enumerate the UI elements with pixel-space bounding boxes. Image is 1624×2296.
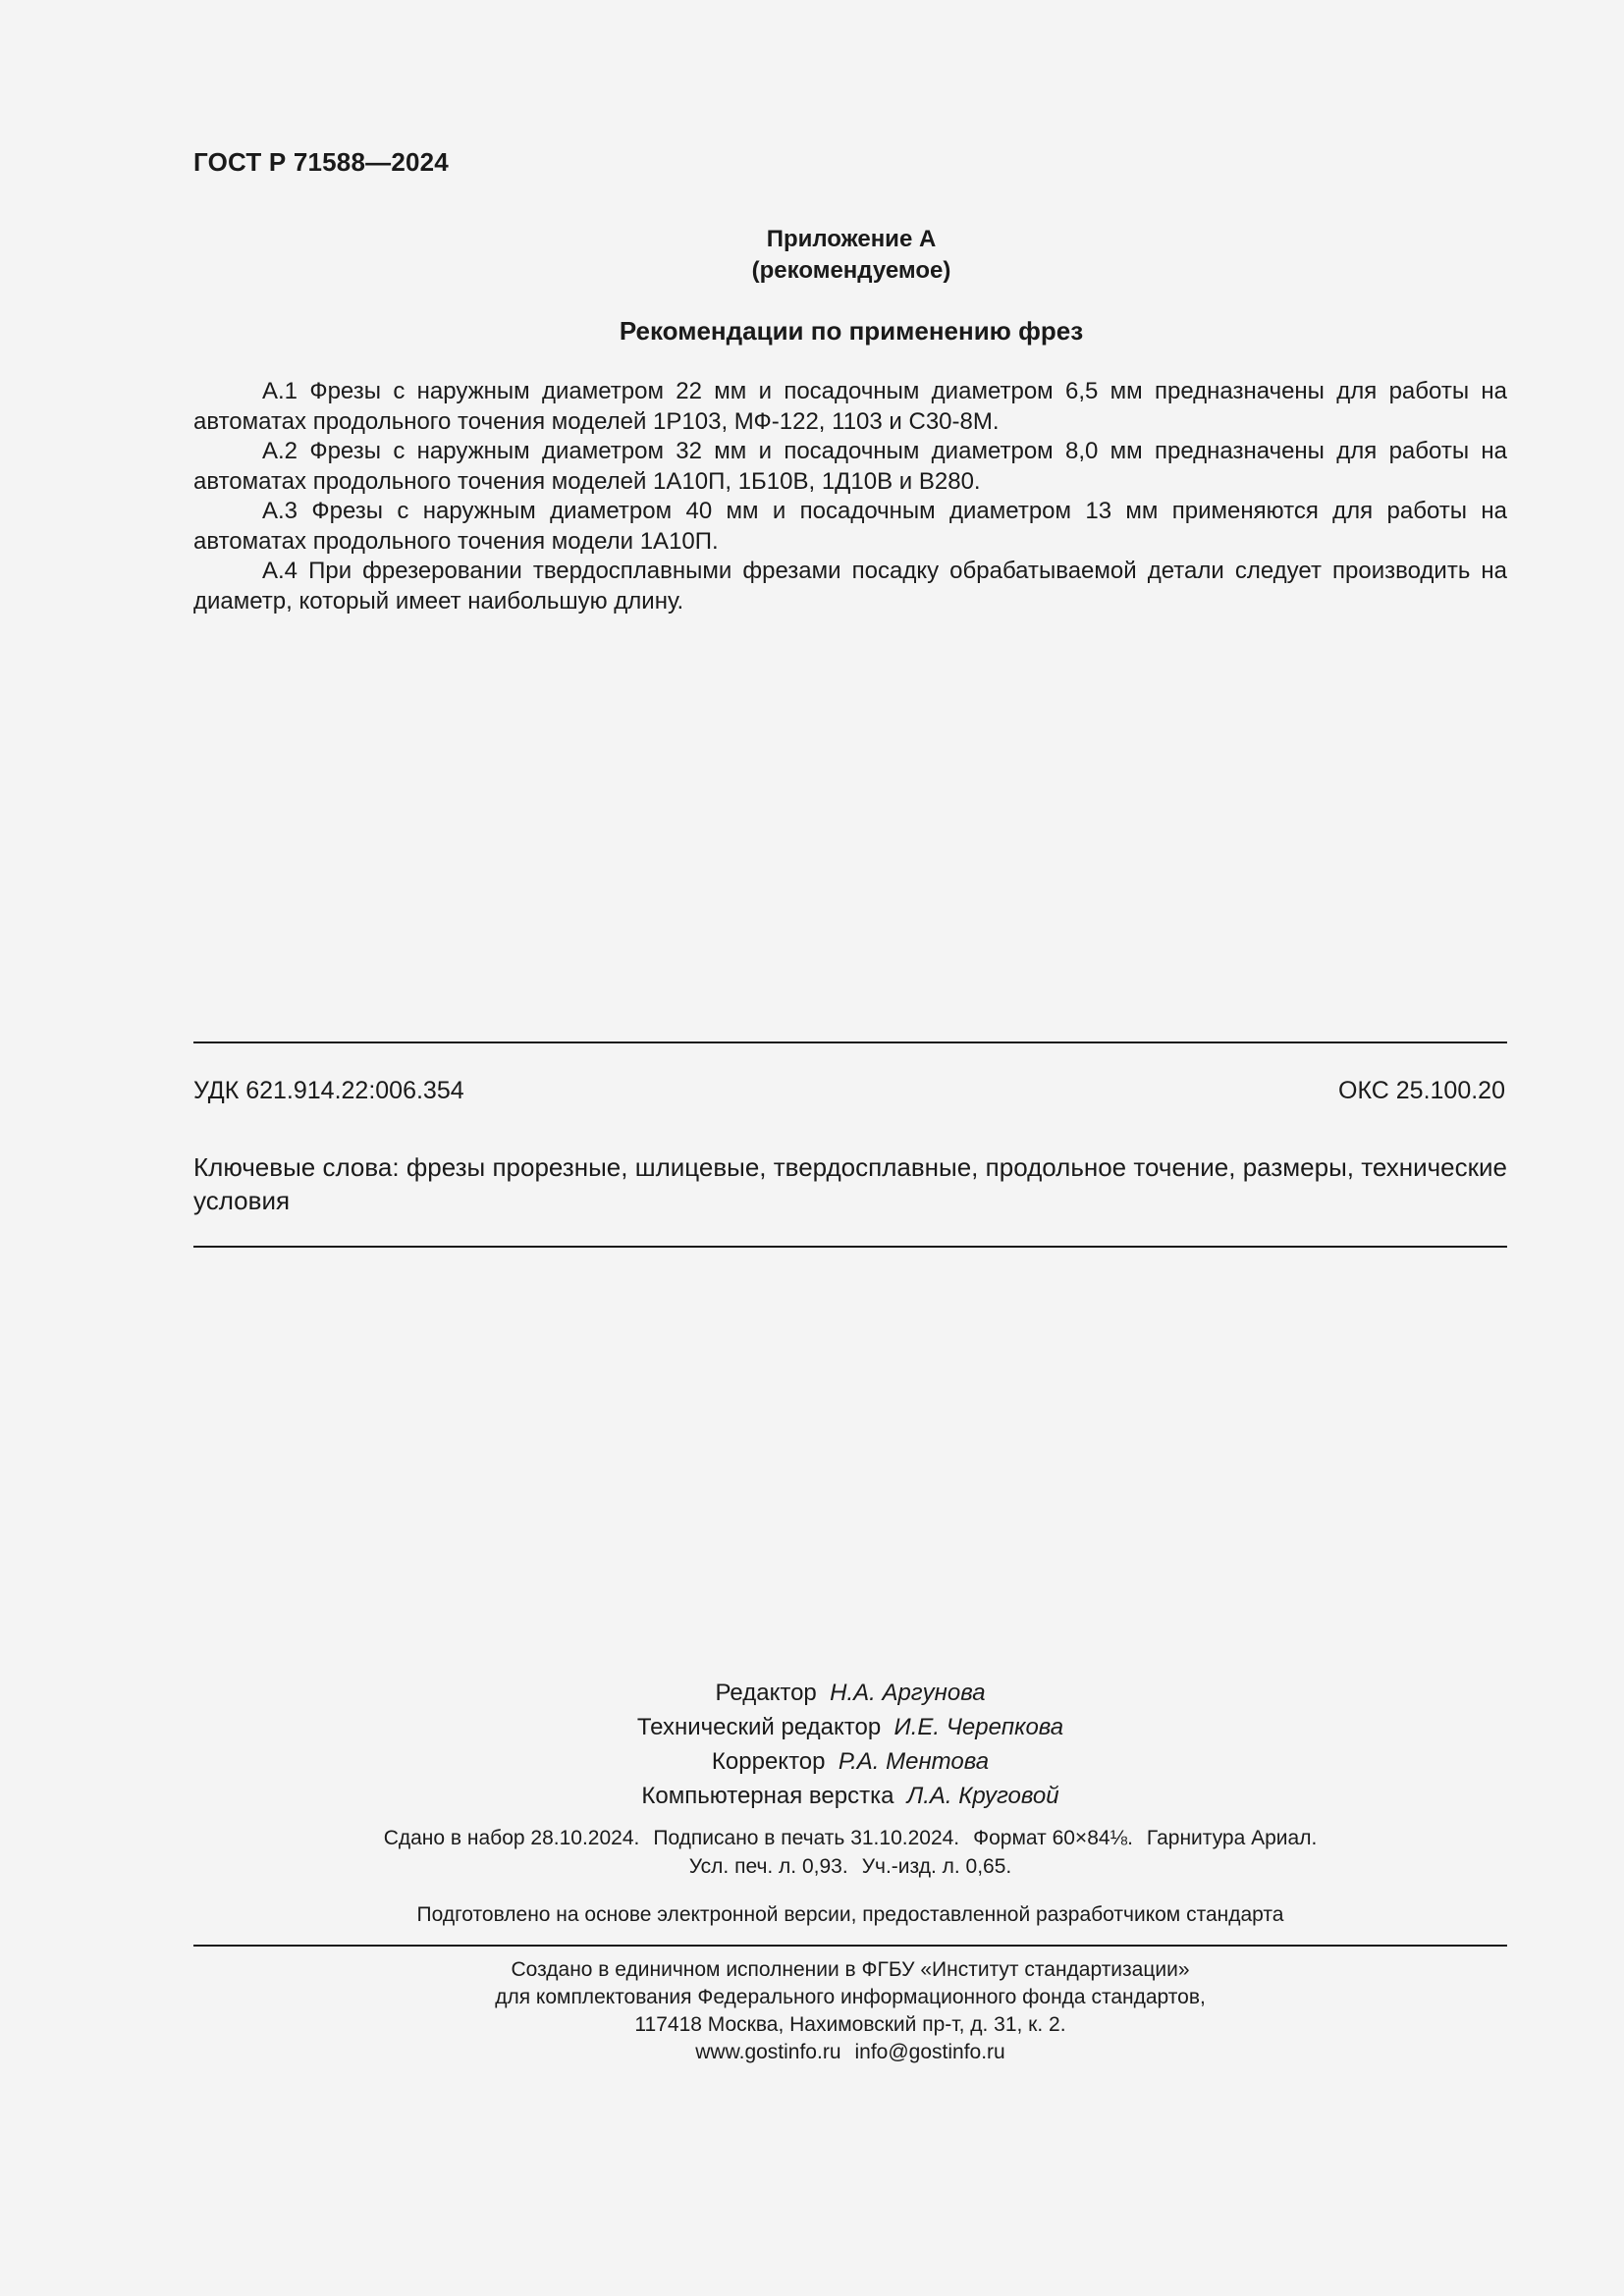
print-sheets: Усл. печ. л. 0,93. <box>688 1855 848 1878</box>
top-divider <box>193 1041 1507 1043</box>
website-link[interactable]: www.gostinfo.ru <box>695 2041 841 2063</box>
credit-name: И.Е. Черепкова <box>893 1714 1064 1740</box>
publisher-line1: Создано в единичном исполнении в ФГБУ «Институт стандартизации» <box>511 1958 1190 1981</box>
credit-tech-editor <box>193 1710 1507 1744</box>
credits-block <box>193 1676 1507 1813</box>
prepared-note: Подготовлено на основе электронной версии, предоставленной разработчиком стандарта <box>416 1903 1284 1926</box>
document-code: ГОСТ Р 71588—2024 <box>193 147 449 177</box>
email-link[interactable]: info@gostinfo.ru <box>854 2041 1005 2063</box>
credit-name: Л.А. Круговой <box>906 1783 1059 1809</box>
credit-editor <box>193 1676 1507 1710</box>
typeface: Гарнитура Ариал. <box>1146 1827 1318 1849</box>
signed-date: Подписано в печать 31.10.2024. <box>653 1827 960 1849</box>
publisher-sheets: Уч.-изд. л. 0,65. <box>861 1855 1012 1878</box>
print-info <box>193 1824 1507 1881</box>
keywords-divider <box>193 1246 1507 1248</box>
paragraph-a3: А.3 Фрезы с наружным диаметром 40 мм и посадочным диаметром 13 мм применяются для работы на автоматах продольного точения модели 1А10П. <box>193 498 1507 555</box>
appendix-heading <box>193 224 1509 287</box>
appendix-status: (рекомендуемое) <box>751 257 951 284</box>
appendix-body <box>193 377 1507 616</box>
publisher-line2: для комплектования Федерального информационного фонда стандартов, <box>495 1986 1206 2008</box>
credit-role: Технический редактор <box>636 1714 882 1740</box>
oks-code: ОКС 25.100.20 <box>1338 1077 1505 1104</box>
publisher-address: 117418 Москва, Нахимовский пр-т, д. 31, к. 2. <box>634 2013 1066 2036</box>
submitted-date: Сдано в набор 28.10.2024. <box>383 1827 640 1849</box>
publisher-info <box>193 1956 1507 2066</box>
keywords: Ключевые слова: фрезы прорезные, шлицевые, твердосплавные, продольное точение, размеры, технические условия <box>193 1152 1507 1215</box>
credit-role: Редактор <box>715 1680 817 1706</box>
credit-role: Корректор <box>711 1748 826 1775</box>
credit-proofreader <box>193 1744 1507 1779</box>
credit-name: Н.А. Аргунова <box>830 1680 986 1706</box>
appendix-title: Рекомендации по применению фрез <box>619 316 1084 346</box>
publisher-divider <box>193 1945 1507 1947</box>
paper-format: Формат 60×84⅛. <box>973 1827 1133 1849</box>
credit-layout <box>193 1779 1507 1813</box>
credit-name: Р.А. Ментова <box>838 1748 990 1775</box>
paragraph-a1: А.1 Фрезы с наружным диаметром 22 мм и посадочным диаметром 6,5 мм предназначены для работы на автоматах продольного точения моделей 1Р103, МФ-122, 1103 и С30-8М. <box>193 378 1507 435</box>
credit-role: Компьютерная верстка <box>641 1783 894 1809</box>
print-info-line2 <box>193 1852 1507 1881</box>
appendix-label: Приложение А <box>766 226 937 252</box>
print-info-line1 <box>193 1824 1507 1852</box>
paragraph-a2: А.2 Фрезы с наружным диаметром 32 мм и посадочным диаметром 8,0 мм предназначены для работы на автоматах продольного точения моделей 1А10П, 1Б10В, 1Д10В и В280. <box>193 438 1507 495</box>
udk-code: УДК 621.914.22:006.354 <box>193 1077 464 1104</box>
publisher-contacts <box>193 2039 1507 2066</box>
paragraph-a4: А.4 При фрезеровании твердосплавными фрезами посадку обрабатываемой детали следует производить на диаметр, который имеет наибольшую длину. <box>193 558 1507 614</box>
